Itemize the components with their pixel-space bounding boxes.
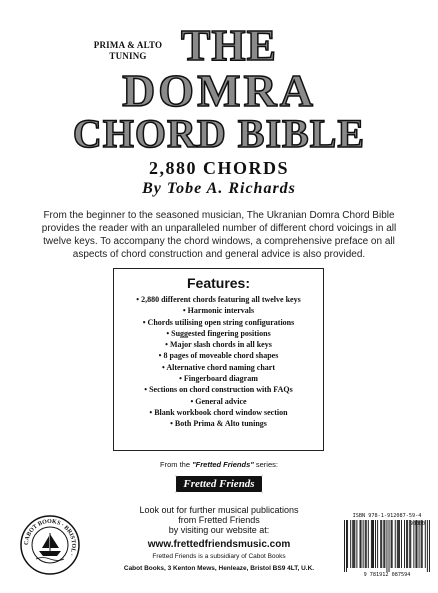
barcode-bar bbox=[383, 520, 384, 568]
barcode-bar bbox=[375, 520, 376, 568]
title-the: THE bbox=[181, 21, 277, 70]
lookout-line-3: by visiting our website at: bbox=[168, 525, 270, 535]
cabot-books-seal-icon bbox=[20, 515, 80, 575]
barcode-bar bbox=[377, 520, 378, 568]
fretted-friends-logo: Fretted Friends bbox=[175, 475, 263, 493]
feature-item: • 8 pages of moveable chord shapes bbox=[158, 351, 279, 361]
barcode-bar bbox=[404, 520, 405, 568]
feature-item: • Suggested fingering positions bbox=[166, 328, 271, 338]
publisher-address: Cabot Books, 3 Kenton Mews, Henleaze, Bristol BS9 4LT, U.K. bbox=[123, 565, 315, 572]
feature-item: • General advice bbox=[190, 396, 247, 406]
barcode-bar bbox=[395, 520, 396, 568]
features-list bbox=[114, 294, 323, 430]
feature-item: • Chords utilising open string configurations bbox=[142, 317, 295, 327]
barcode-bar bbox=[397, 520, 398, 568]
barcode-bar bbox=[354, 520, 355, 568]
barcode-bar bbox=[392, 520, 393, 568]
seal-ring-text: CABOT BOOKS · BRISTOL · bbox=[23, 518, 77, 557]
subsidiary-note: Fretted Friends is a subsidiary of Cabot Books bbox=[152, 553, 286, 560]
barcode-bar bbox=[360, 520, 361, 568]
author-byline: By Tobe A. Richards bbox=[142, 180, 296, 197]
features-box bbox=[113, 268, 324, 451]
feature-item: • Fingerboard diagram bbox=[179, 374, 258, 384]
feature-item: • Harmonic intervals bbox=[182, 306, 255, 316]
chord-count-subtitle: 2,880 CHORDS bbox=[148, 158, 289, 178]
barcode-bar bbox=[398, 520, 399, 568]
barcode-bar bbox=[353, 520, 354, 568]
barcode-bar bbox=[410, 520, 411, 568]
barcode-bar bbox=[399, 520, 400, 568]
barcode-bar bbox=[368, 520, 369, 568]
barcode-bar bbox=[419, 520, 420, 568]
tuning-line-2: TUNING bbox=[109, 51, 147, 61]
feature-item: • Sections on chord construction with FAQs bbox=[144, 385, 293, 395]
feature-item: • Major slash chords in all keys bbox=[165, 340, 272, 350]
barcode-bar bbox=[406, 520, 407, 568]
barcode-bar bbox=[346, 520, 347, 572]
feature-item: • 2,880 different chords featuring all twelve keys bbox=[136, 295, 301, 304]
series-prefix: From the bbox=[160, 460, 193, 469]
barcode-bar bbox=[366, 520, 367, 568]
title-chord-bible: CHORD BIBLE bbox=[72, 111, 366, 156]
series-name: "Fretted Friends" bbox=[192, 460, 254, 469]
barcode-bar bbox=[373, 520, 374, 568]
barcode-bar bbox=[417, 520, 418, 568]
barcode-bar bbox=[356, 520, 357, 568]
barcode-bar bbox=[427, 520, 428, 572]
lookout-line-1: Look out for further musical publications bbox=[139, 505, 299, 515]
barcode-bar bbox=[361, 520, 362, 568]
barcode-bar bbox=[415, 520, 416, 568]
series-line bbox=[0, 460, 438, 469]
series-suffix: series: bbox=[253, 460, 278, 469]
feature-item: • Both Prima & Alto tunings bbox=[170, 419, 267, 429]
book-description: From the beginner to the seasoned musician, The Ukranian Domra Chord Bible provides the reader with an unparalleled number of different chord voicings in all twelve keys. To accompany the chord windows, a comprehensive preface on all aspects of chord construction and general advice is also provided. bbox=[41, 210, 397, 260]
barcode-bar bbox=[429, 520, 430, 572]
price-addon-code: 90000 bbox=[410, 521, 426, 527]
barcode-bar bbox=[386, 520, 387, 572]
feature-item: • Blank workbook chord window section bbox=[149, 407, 288, 417]
barcode-bar bbox=[407, 520, 408, 568]
barcode-bar bbox=[389, 520, 390, 572]
barcode-bar bbox=[391, 520, 392, 568]
barcode-bar bbox=[401, 520, 402, 568]
barcode-bar bbox=[381, 520, 382, 568]
barcode-digits: 9 781912 087594 bbox=[363, 572, 411, 578]
barcode-bar bbox=[365, 520, 366, 568]
barcode-bar bbox=[422, 520, 423, 568]
lookout-text bbox=[100, 505, 338, 535]
barcode-bar bbox=[371, 520, 372, 568]
lookout-line-2: from Fretted Friends bbox=[178, 515, 260, 525]
feature-item: • Alternative chord naming chart bbox=[161, 362, 275, 372]
barcode-bar bbox=[347, 520, 348, 568]
barcode-bar bbox=[363, 520, 364, 568]
barcode-bar bbox=[384, 520, 385, 568]
barcode-bar bbox=[421, 520, 422, 568]
barcode-bar bbox=[350, 520, 351, 568]
features-title: Features: bbox=[186, 275, 251, 291]
barcode-bar bbox=[344, 520, 345, 572]
barcode-bar bbox=[413, 520, 414, 568]
barcode-bar bbox=[409, 520, 410, 568]
isbn-label: ISBN 978-1-912087-59-4 bbox=[352, 513, 422, 519]
tuning-line-1: PRIMA & ALTO bbox=[93, 40, 163, 50]
website-url: www.frettedfriendsmusic.com bbox=[147, 539, 291, 550]
barcode-icon bbox=[344, 520, 430, 572]
barcode-bar bbox=[380, 520, 381, 568]
barcode-bar bbox=[425, 520, 426, 568]
barcode-bar bbox=[372, 520, 373, 568]
barcode-bar bbox=[352, 520, 353, 568]
title-domra: DOMRA bbox=[122, 65, 316, 116]
